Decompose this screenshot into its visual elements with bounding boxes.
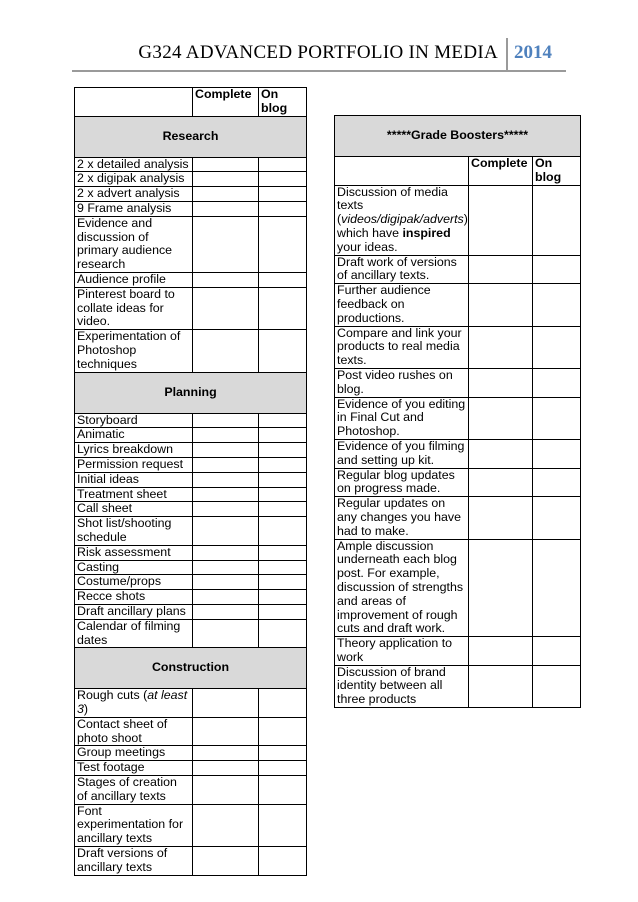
checklist-row	[75, 502, 307, 517]
grade-boosters-title: *****Grade Boosters*****	[335, 116, 581, 157]
on-blog-checkbox-cell[interactable]	[259, 619, 307, 648]
task-label: Risk assessment	[75, 545, 193, 560]
on-blog-checkbox-cell[interactable]	[259, 604, 307, 619]
complete-column-header: Complete	[193, 88, 259, 117]
complete-checkbox-cell[interactable]	[193, 187, 259, 202]
task-label: Costume/props	[75, 575, 193, 590]
on-blog-checkbox-cell[interactable]	[533, 539, 581, 637]
checklist-table-left	[74, 87, 307, 876]
checklist-row	[75, 804, 307, 846]
checklist-row	[75, 487, 307, 502]
on-blog-checkbox-cell[interactable]	[533, 497, 581, 539]
section-header-row	[75, 648, 307, 689]
task-label: Evidence of you filming and setting up kit.	[335, 439, 469, 468]
task-label: Contact sheet of photo shoot	[75, 717, 193, 746]
complete-checkbox-cell[interactable]	[193, 517, 259, 546]
task-label: Permission request	[75, 457, 193, 472]
complete-checkbox-cell[interactable]	[469, 539, 533, 637]
complete-checkbox-cell[interactable]	[469, 665, 533, 707]
checklist-row	[75, 545, 307, 560]
checklist-row	[75, 746, 307, 761]
complete-checkbox-cell[interactable]	[193, 776, 259, 805]
checklist-row	[75, 172, 307, 187]
checklist-row	[75, 689, 307, 718]
task-label: Further audience feedback on productions.	[335, 284, 469, 326]
checklist-row	[75, 216, 307, 272]
complete-checkbox-cell[interactable]	[469, 326, 533, 368]
complete-checkbox-cell[interactable]	[193, 330, 259, 372]
complete-checkbox-cell[interactable]	[193, 619, 259, 648]
on-blog-checkbox-cell[interactable]	[259, 545, 307, 560]
task-label: Theory application to work	[335, 637, 469, 666]
on-blog-checkbox-cell[interactable]	[259, 201, 307, 216]
complete-checkbox-cell[interactable]	[469, 368, 533, 397]
task-label: 2 x detailed analysis	[75, 157, 193, 172]
checklist-row	[75, 413, 307, 428]
on-blog-checkbox-cell[interactable]	[259, 428, 307, 443]
task-label: Evidence and discussion of primary audience research	[75, 216, 193, 272]
on-blog-checkbox-cell[interactable]	[259, 575, 307, 590]
blank-header-cell	[75, 88, 193, 117]
on-blog-checkbox-cell[interactable]	[259, 689, 307, 718]
on-blog-checkbox-cell[interactable]	[259, 847, 307, 876]
checklist-row	[75, 428, 307, 443]
checklist-row	[75, 457, 307, 472]
on-blog-checkbox-cell[interactable]	[259, 517, 307, 546]
complete-checkbox-cell[interactable]	[193, 157, 259, 172]
task-label: Shot list/shooting schedule	[75, 517, 193, 546]
header-rule	[72, 70, 566, 72]
page-header	[0, 36, 638, 76]
complete-checkbox-cell[interactable]	[193, 545, 259, 560]
checklist-row	[75, 717, 307, 746]
checklist-row	[335, 497, 581, 539]
complete-checkbox-cell[interactable]	[193, 443, 259, 458]
checklist-row	[75, 187, 307, 202]
complete-checkbox-cell[interactable]	[193, 457, 259, 472]
task-label: Audience profile	[75, 272, 193, 287]
column-header-row	[75, 88, 307, 117]
task-label: 9 Frame analysis	[75, 201, 193, 216]
complete-checkbox-cell[interactable]	[193, 746, 259, 761]
task-label: Calendar of filming dates	[75, 619, 193, 648]
task-label: Rough cuts (at least 3)	[75, 689, 193, 718]
task-label: Discussion of brand identity between all three products	[335, 665, 469, 707]
task-label: Compare and link your products to real media texts.	[335, 326, 469, 368]
task-label: Call sheet	[75, 502, 193, 517]
on-blog-checkbox-cell[interactable]	[259, 272, 307, 287]
grade-boosters-table	[334, 115, 581, 708]
on-blog-checkbox-cell[interactable]	[259, 457, 307, 472]
checklist-row	[335, 468, 581, 497]
on-blog-checkbox-cell[interactable]	[259, 216, 307, 272]
on-blog-checkbox-cell[interactable]	[533, 185, 581, 255]
complete-checkbox-cell[interactable]	[469, 284, 533, 326]
checklist-row	[75, 472, 307, 487]
checklist-row	[75, 443, 307, 458]
on-blog-checkbox-cell[interactable]	[259, 746, 307, 761]
complete-checkbox-cell[interactable]	[193, 287, 259, 329]
checklist-row	[75, 847, 307, 876]
on-blog-checkbox-cell[interactable]	[259, 187, 307, 202]
checklist-row	[335, 185, 581, 255]
task-label: Lyrics breakdown	[75, 443, 193, 458]
task-label: Draft work of versions of ancillary texts.	[335, 255, 469, 284]
checklist-row	[335, 284, 581, 326]
on-blog-checkbox-cell[interactable]	[259, 172, 307, 187]
complete-checkbox-cell[interactable]	[193, 201, 259, 216]
on-blog-column-header: On blog	[259, 88, 307, 117]
on-blog-checkbox-cell[interactable]	[533, 665, 581, 707]
on-blog-checkbox-cell[interactable]	[259, 502, 307, 517]
on-blog-checkbox-cell[interactable]	[533, 284, 581, 326]
on-blog-checkbox-cell[interactable]	[533, 468, 581, 497]
on-blog-checkbox-cell[interactable]	[259, 717, 307, 746]
section-header-row	[75, 372, 307, 413]
on-blog-checkbox-cell[interactable]	[259, 413, 307, 428]
on-blog-checkbox-cell[interactable]	[259, 761, 307, 776]
complete-checkbox-cell[interactable]	[193, 575, 259, 590]
complete-checkbox-cell[interactable]	[193, 590, 259, 605]
column-header-row	[335, 157, 581, 186]
complete-checkbox-cell[interactable]	[193, 428, 259, 443]
on-blog-checkbox-cell[interactable]	[533, 637, 581, 666]
complete-checkbox-cell[interactable]	[193, 847, 259, 876]
on-blog-checkbox-cell[interactable]	[259, 776, 307, 805]
complete-checkbox-cell[interactable]	[193, 804, 259, 846]
on-blog-checkbox-cell[interactable]	[259, 157, 307, 172]
complete-checkbox-cell[interactable]	[193, 560, 259, 575]
task-label: Draft versions of ancillary texts	[75, 847, 193, 876]
on-blog-checkbox-cell[interactable]	[533, 439, 581, 468]
on-blog-checkbox-cell[interactable]	[533, 368, 581, 397]
checklist-row	[335, 439, 581, 468]
checklist-row	[335, 637, 581, 666]
complete-checkbox-cell[interactable]	[469, 439, 533, 468]
task-label: Pinterest board to collate ideas for video.	[75, 287, 193, 329]
task-label: Ample discussion underneath each blog post. For example, discussion of strengths and areas of improvement of rough cuts and draft work.	[335, 539, 469, 637]
task-label: Draft ancillary plans	[75, 604, 193, 619]
on-blog-checkbox-cell[interactable]	[533, 326, 581, 368]
task-label: Treatment sheet	[75, 487, 193, 502]
task-label: Regular blog updates on progress made.	[335, 468, 469, 497]
on-blog-checkbox-cell[interactable]	[259, 487, 307, 502]
on-blog-checkbox-cell[interactable]	[259, 590, 307, 605]
task-label: Post video rushes on blog.	[335, 368, 469, 397]
task-label: Regular updates on any changes you have had to make.	[335, 497, 469, 539]
checklist-row	[335, 665, 581, 707]
section-header-row	[335, 116, 581, 157]
document-year: 2014	[514, 42, 552, 63]
checklist-row	[75, 761, 307, 776]
complete-checkbox-cell[interactable]	[193, 472, 259, 487]
on-blog-checkbox-cell[interactable]	[533, 255, 581, 284]
task-label: Group meetings	[75, 746, 193, 761]
checklist-row	[75, 201, 307, 216]
on-blog-checkbox-cell[interactable]	[533, 397, 581, 439]
complete-checkbox-cell[interactable]	[469, 497, 533, 539]
on-blog-checkbox-cell[interactable]	[259, 330, 307, 372]
complete-checkbox-cell[interactable]	[193, 689, 259, 718]
checklist-row	[75, 330, 307, 372]
complete-checkbox-cell[interactable]	[193, 413, 259, 428]
complete-checkbox-cell[interactable]	[193, 604, 259, 619]
checklist-row	[335, 368, 581, 397]
checklist-row	[335, 255, 581, 284]
complete-checkbox-cell[interactable]	[193, 717, 259, 746]
checklist-row	[75, 590, 307, 605]
complete-checkbox-cell[interactable]	[193, 272, 259, 287]
checklist-row	[75, 776, 307, 805]
section-title-planning: Planning	[75, 372, 307, 413]
task-label: Recce shots	[75, 590, 193, 605]
section-header-row	[75, 116, 307, 157]
complete-checkbox-cell[interactable]	[193, 172, 259, 187]
complete-checkbox-cell[interactable]	[469, 468, 533, 497]
on-blog-column-header: On blog	[533, 157, 581, 186]
header-separator	[506, 38, 508, 72]
complete-checkbox-cell[interactable]	[193, 502, 259, 517]
complete-checkbox-cell[interactable]	[193, 487, 259, 502]
task-label: 2 x advert analysis	[75, 187, 193, 202]
checklist-row	[335, 326, 581, 368]
task-label: Animatic	[75, 428, 193, 443]
checklist-row	[75, 287, 307, 329]
on-blog-checkbox-cell[interactable]	[259, 443, 307, 458]
blank-header-cell	[335, 157, 469, 186]
checklist-row	[75, 575, 307, 590]
task-label: Test footage	[75, 761, 193, 776]
on-blog-checkbox-cell[interactable]	[259, 287, 307, 329]
complete-checkbox-cell[interactable]	[193, 761, 259, 776]
complete-checkbox-cell[interactable]	[193, 216, 259, 272]
section-title-research: Research	[75, 116, 307, 157]
task-label: Experimentation of Photoshop techniques	[75, 330, 193, 372]
checklist-row	[335, 397, 581, 439]
on-blog-checkbox-cell[interactable]	[259, 804, 307, 846]
checklist-row	[335, 539, 581, 637]
task-label: Storyboard	[75, 413, 193, 428]
complete-checkbox-cell[interactable]	[469, 397, 533, 439]
task-label: Font experimentation for ancillary texts	[75, 804, 193, 846]
section-title-construction: Construction	[75, 648, 307, 689]
checklist-row	[75, 604, 307, 619]
complete-checkbox-cell[interactable]	[469, 185, 533, 255]
task-label: Evidence of you editing in Final Cut and Photoshop.	[335, 397, 469, 439]
checklist-row	[75, 619, 307, 648]
task-label: Stages of creation of ancillary texts	[75, 776, 193, 805]
complete-column-header: Complete	[469, 157, 533, 186]
on-blog-checkbox-cell[interactable]	[259, 560, 307, 575]
complete-checkbox-cell[interactable]	[469, 637, 533, 666]
checklist-row	[75, 272, 307, 287]
document-title: G324 ADVANCED PORTFOLIO IN MEDIA	[138, 42, 498, 63]
task-label: Initial ideas	[75, 472, 193, 487]
checklist-row	[75, 517, 307, 546]
on-blog-checkbox-cell[interactable]	[259, 472, 307, 487]
task-label: 2 x digipak analysis	[75, 172, 193, 187]
checklist-row	[75, 560, 307, 575]
task-label: Casting	[75, 560, 193, 575]
checklist-row	[75, 157, 307, 172]
task-label: Discussion of media texts (videos/digipak/adverts) which have inspired your ideas.	[335, 185, 469, 255]
complete-checkbox-cell[interactable]	[469, 255, 533, 284]
